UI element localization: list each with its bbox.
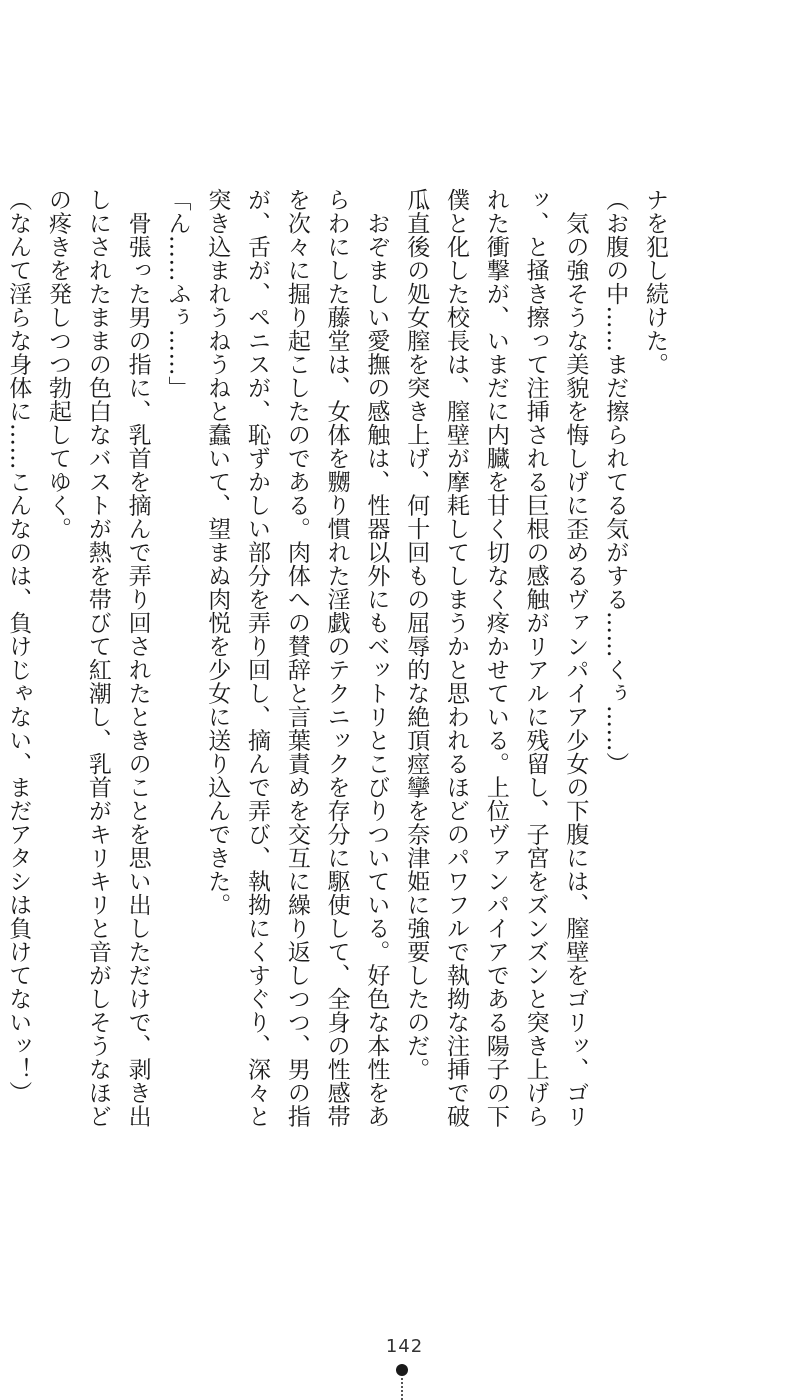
text-line: 「ん……ふぅ……」: [164, 188, 191, 400]
text-line: （お腹の中……まだ擦られてる気がする……くぅ……）: [602, 188, 629, 776]
page-marker-dot-icon: [396, 1364, 408, 1376]
text-line: を次々に掘り起こしたのである。肉体への賛辞と言葉責めを交互に繰り返しつつ、男の指: [283, 188, 310, 1128]
text-line: らわにした藤堂は、女体を嬲り慣れた淫戯のテクニックを存分に駆使して、全身の性感帯: [323, 188, 350, 1128]
text-line: が、舌が、ペニスが、恥ずかしい部分を弄り回し、摘んで弄び、執拗にくすぐり、深々と: [244, 188, 271, 1128]
text-line: の疼きを発しつつ勃起してゆく。: [45, 188, 72, 541]
text-line: 突き込まれうねうねと蠢いて、望まぬ肉悦を少女に送り込んできた。: [204, 188, 231, 917]
text-line: しにされたままの色白なバストが熱を帯びて紅潮し、乳首がキリキリと音がしそうなほど: [84, 188, 111, 1128]
text-line: ナを犯し続けた。: [642, 188, 668, 376]
page-marker-dotted-line: [401, 1378, 403, 1400]
text-line: （なんて淫らな身体に……こんなのは、負けじゃない、まだアタシは負けてないッ！）: [5, 188, 32, 1105]
vertical-text-body: [0, 188, 674, 1178]
text-line: 気の強そうな美貌を悔しげに歪めるヴァンパイア少女の下腹には、膣壁をゴリッ、ゴリ: [562, 188, 589, 1128]
page-number: 142: [385, 1336, 424, 1357]
text-line: 骨張った男の指に、乳首を摘んで弄り回されたときのことを思い出しただけで、剥き出: [124, 188, 151, 1128]
text-line: おぞましい愛撫の感触は、性器以外にもベットリとこびりついている。好色な本性をあ: [363, 188, 390, 1128]
text-line: ッ、と掻き擦って注挿される巨根の感触がリアルに残留し、子宮をズンズンと突き上げら: [522, 188, 549, 1128]
text-line: れた衝撃が、いまだに内臓を甘く切なく疼かせている。上位ヴァンパイアである陽子の下: [482, 188, 509, 1128]
text-line: 僕と化した校長は、膣壁が摩耗してしまうかと思われるほどのパワフルで執拗な注挿で破: [443, 188, 470, 1128]
text-line: 瓜直後の処女膣を突き上げ、何十回もの屈辱的な絶頂痙攣を奈津姫に強要したのだ。: [403, 188, 430, 1081]
